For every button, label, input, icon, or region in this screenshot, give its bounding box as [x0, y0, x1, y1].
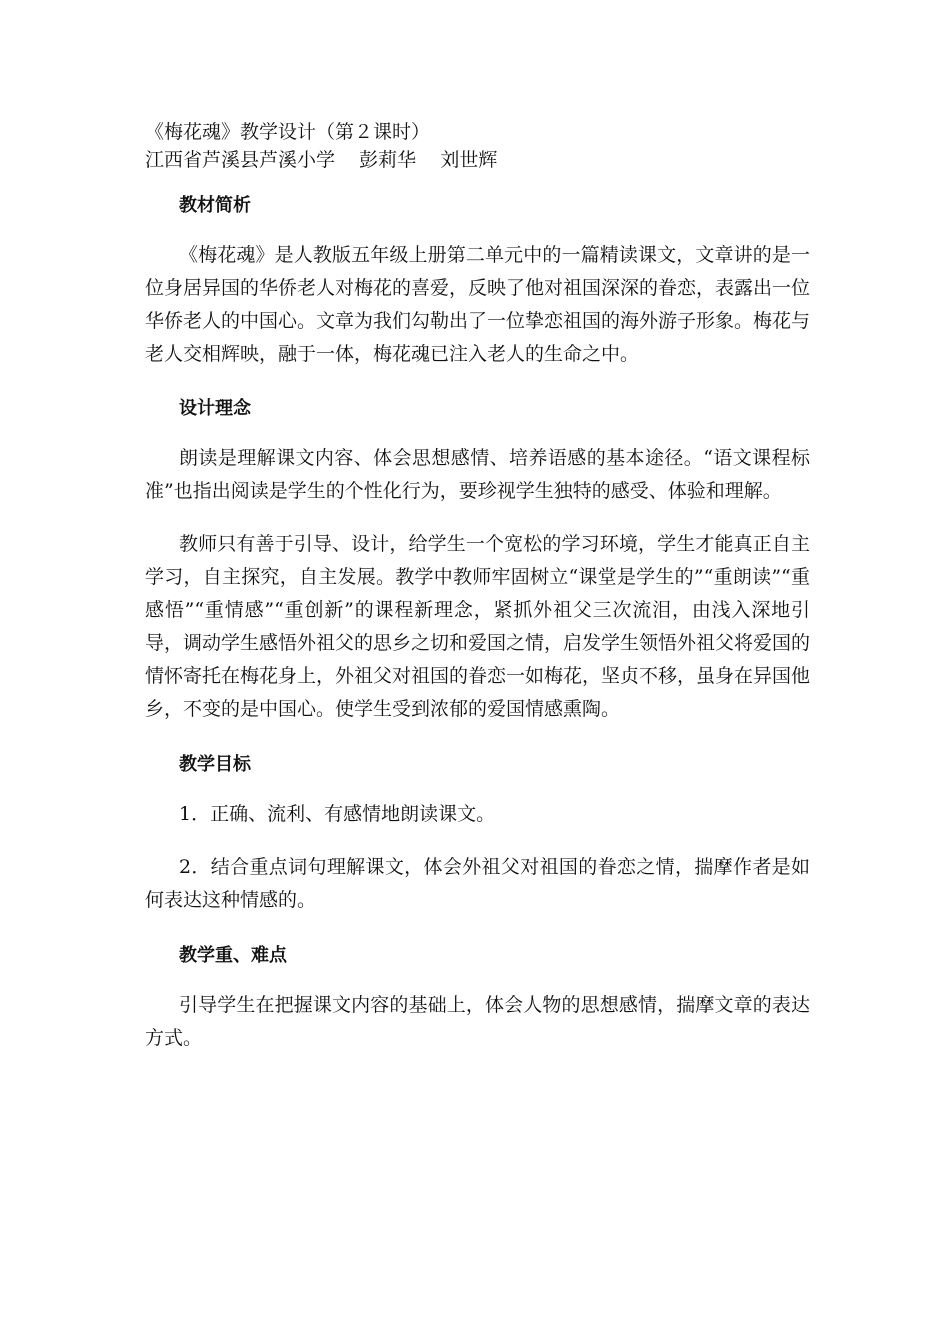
- document-page: [145, 118, 810, 1055]
- paragraph: 教师只有善于引导、设计，给学生一个宽松的学习环境，学生才能真正自主学习，自主探究，自主发展。教学中教师牢固树立“课堂是学生的”“重朗读”“重感悟”“重情感”“重创新”的课程新理念，紧抓外祖父三次流泪，由浅入深地引导，调动学生感悟外祖父的思乡之切和爱国之情，启发学生领悟外祖父将爱国的情怀寄托在梅花身上，外祖父对祖国的眷恋一如梅花，坚贞不移，虽身在异国他乡，不变的是中国心。使学生受到浓郁的爱国情感熏陶。: [145, 533, 811, 720]
- list-item-goal-2: 2．结合重点词句理解课文，体会外祖父对祖国的眷恋之情，揣摩作者是如何表达这种情感的。: [145, 856, 810, 911]
- paragraph: 朗读是理解课文内容、体会思想感情、培养语感的基本途径。“语文课程标准”也指出阅读是学生的个性化行为，要珍视学生独特的感受、体验和理解。: [145, 447, 810, 502]
- section-heading-design-concept: 设计理念: [179, 398, 251, 419]
- paragraph: 引导学生在把握课文内容的基础上，体会人物的思想感情，揣摩文章的表达方式。: [145, 994, 810, 1049]
- list-item-goal-1: 1．正确、流利、有感情地朗读课文。: [179, 803, 496, 825]
- section-heading-key-points: 教学重、难点: [179, 945, 287, 966]
- section-heading-textbook-analysis: 教材简析: [179, 195, 251, 216]
- paragraph: 《梅花魂》是人教版五年级上册第二单元中的一篇精读课文，文章讲的是一位身居异国的华侨老人对梅花的喜爱，反映了他对祖国深深的眷恋，表露出一位华侨老人的中国心。文章为我们勾勒出了一位挚恋祖国的海外游子形象。梅花与老人交相辉映，融于一体，梅花魂已注入老人的生命之中。: [145, 244, 811, 365]
- section-heading-teaching-goals: 教学目标: [179, 754, 251, 775]
- author-line: 江西省芦溪县芦溪小学 彭莉华 刘世辉: [145, 149, 498, 171]
- document-title: 《梅花魂》教学设计（第２课时）: [145, 121, 431, 143]
